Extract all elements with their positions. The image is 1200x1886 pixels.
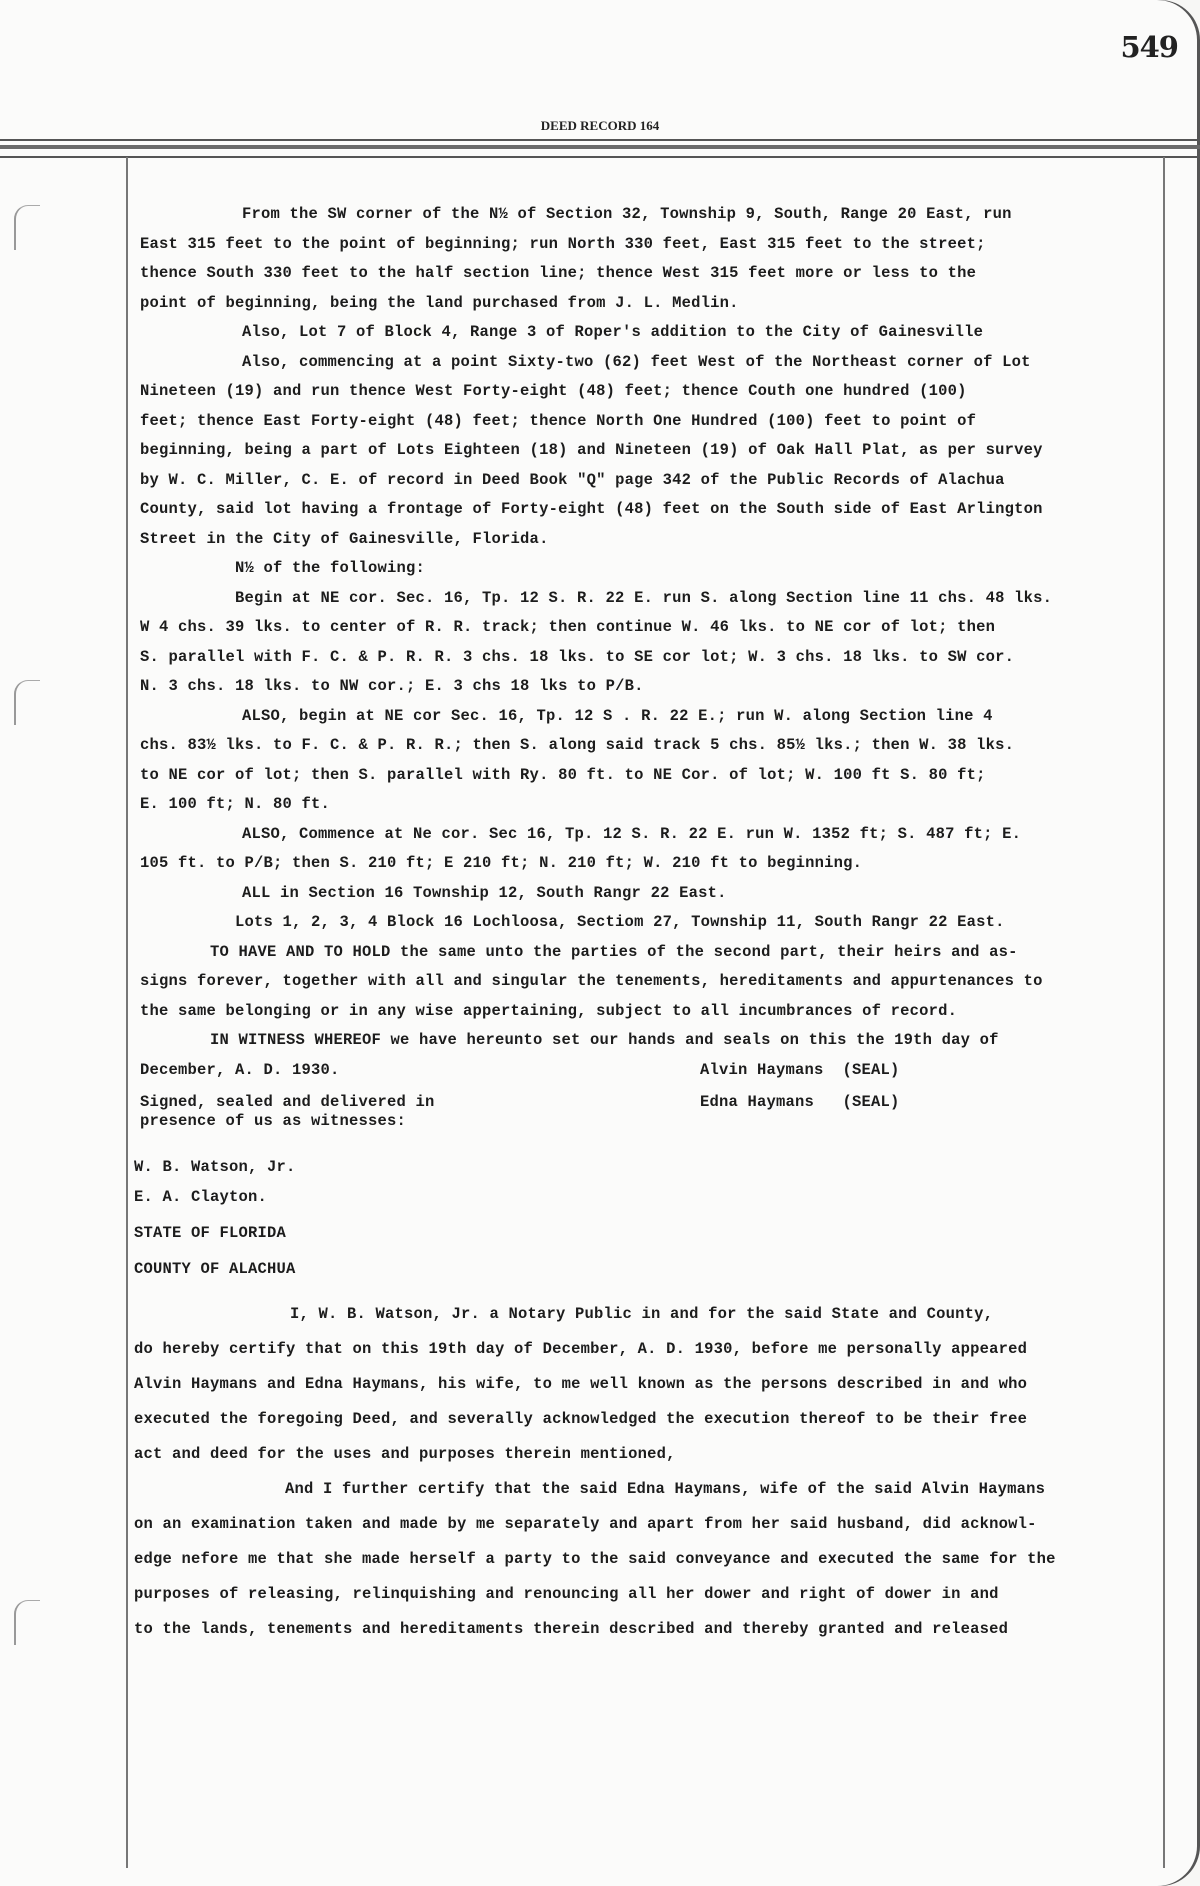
header-rule <box>0 156 1200 158</box>
text-line: I, W. B. Watson, Jr. a Notary Public in and for the said State and County, <box>290 1304 994 1323</box>
text-line: to NE cor of lot; then S. parallel with Ry. 80 ft. to NE Cor. of lot; W. 100 ft S. 80 ft; <box>140 765 986 784</box>
text-line: From the SW corner of the N½ of Section 32, Township 9, South, Range 20 East, run <box>242 205 1012 223</box>
header-rule <box>0 139 1200 141</box>
left-margin-line <box>126 157 128 1868</box>
text-line: thence South 330 feet to the half section line; thence West 315 feet more or less to the <box>140 264 977 282</box>
text-line: signs forever, together with all and singular the tenements, hereditaments and appurtenances to <box>140 972 1043 990</box>
text-line: point of beginning, being the land purchased from J. L. Medlin. <box>140 293 739 312</box>
text-line: executed the foregoing Deed, and severally acknowledged the execution thereof to be their free <box>134 1409 1028 1428</box>
text-line: ALSO, Commence at Ne cor. Sec 16, Tp. 12 S. R. 22 E. run W. 1352 ft; S. 487 ft; E. <box>242 824 1022 843</box>
text-line: Nineteen (19) and run thence West Forty-eight (48) feet; thence Couth one hundred (100) <box>140 382 967 400</box>
book-header: DEED RECORD 164 <box>540 118 660 133</box>
text-line: feet; thence East Forty-eight (48) feet; thence North One Hundred (100) feet to point of <box>140 411 977 430</box>
text-line: Also, commencing at a point Sixty-two (62) feet West of the Northeast corner of Lot <box>242 352 1031 371</box>
text-line: IN WITNESS WHEREOF we have hereunto set our hands and seals on this the 19th day of <box>210 1031 999 1049</box>
text-line: E. 100 ft; N. 80 ft. <box>140 795 331 813</box>
text-line: Begin at NE cor. Sec. 16, Tp. 12 S. R. 22 E. run S. along Section line 11 chs. 48 lks. <box>235 588 1053 607</box>
binder-hole-icon <box>14 1600 40 1645</box>
witness-intro: Signed, sealed and delivered in <box>140 1093 435 1111</box>
text-line: on an examination taken and made by me separately and apart from her said husband, did acknowl- <box>134 1514 1037 1533</box>
text-line: And I further certify that the said Edna Haymans, wife of the said Alvin Haymans <box>285 1479 1046 1498</box>
witness-name: E. A. Clayton. <box>134 1187 268 1206</box>
text-line: act and deed for the uses and purposes therein mentioned, <box>134 1444 676 1463</box>
venue-state: STATE OF FLORIDA <box>134 1223 287 1242</box>
binder-hole-icon <box>14 205 40 250</box>
header-rule-thick <box>0 145 1200 149</box>
text-line: ALSO, begin at NE cor Sec. 16, Tp. 12 S . R. 22 E.; run W. along Section line 4 <box>242 706 993 725</box>
witness-intro: presence of us as witnesses: <box>140 1112 407 1130</box>
text-line: County, said lot having a frontage of Forty-eight (48) feet on the South side of East Arlington <box>140 500 1043 518</box>
witness-intro-block <box>140 1085 1160 1153</box>
text-line: ALL in Section 16 Township 12, South Rangr 22 East. <box>242 883 727 902</box>
signature-edna <box>700 1093 900 1112</box>
text-line <box>140 1056 1160 1086</box>
text-line: edge nefore me that she made herself a party to the said conveyance and executed the same for the <box>134 1549 1056 1568</box>
signer-name: Alvin Haymans <box>700 1060 824 1079</box>
text-line: do hereby certify that on this 19th day of December, A. D. 1930, before me personally appeared <box>134 1339 1028 1358</box>
text-line: purposes of releasing, relinquishing and renouncing all her dower and right of dower in and <box>134 1584 999 1603</box>
text-line: N. 3 chs. 18 lks. to NW cor.; E. 3 chs 18 lks to P/B. <box>140 677 644 695</box>
text-line: beginning, being a part of Lots Eighteen (18) and Nineteen (19) of Oak Hall Plat, as per survey <box>140 441 1043 459</box>
venue-county: COUNTY OF ALACHUA <box>134 1259 296 1278</box>
signature-alvin <box>700 1056 900 1086</box>
text-line: W 4 chs. 39 lks. to center of R. R. track; then continue W. 46 lks. to NE cor of lot; then <box>140 618 996 636</box>
text-line: Street in the City of Gainesville, Florida. <box>140 529 549 548</box>
text-line: the same belonging or in any wise appertaining, subject to all incumbrances of record. <box>140 1001 958 1020</box>
signer-name: Edna Haymans <box>700 1093 815 1111</box>
seal-label: (SEAL) <box>842 1060 900 1079</box>
text-line: to the lands, tenements and hereditaments therein described and thereby granted and released <box>134 1619 1009 1638</box>
binder-hole-icon <box>14 680 40 725</box>
text-line: Lots 1, 2, 3, 4 Block 16 Lochloosa, Sectiom 27, Township 11, South Rangr 22 East. <box>235 913 1005 931</box>
witness-name: W. B. Watson, Jr. <box>134 1158 296 1176</box>
page-number: 549 <box>1120 30 1178 64</box>
text-line: Alvin Haymans and Edna Haymans, his wife, to me well known as the persons described in and who <box>134 1374 1028 1393</box>
text-line: Also, Lot 7 of Block 4, Range 3 of Roper's addition to the City of Gainesville <box>242 323 984 341</box>
text-line: by W. C. Miller, C. E. of record in Deed Book "Q" page 342 of the Public Records of Alachua <box>140 470 1005 489</box>
text-line: TO HAVE AND TO HOLD the same unto the parties of the second part, their heirs and as- <box>210 942 1018 961</box>
execution-date: December, A. D. 1930. <box>140 1060 340 1079</box>
seal-label: (SEAL) <box>842 1093 900 1111</box>
text-line: S. parallel with F. C. & P. R. R. 3 chs. 18 lks. to SE cor lot; W. 3 chs. 18 lks. to SW cor. <box>140 647 1015 666</box>
text-line: N½ of the following: <box>235 559 426 577</box>
text-line: 105 ft. to P/B; then S. 210 ft; E 210 ft; N. 210 ft; W. 210 ft to beginning. <box>140 854 863 872</box>
deed-body <box>134 200 1160 1647</box>
text-line: East 315 feet to the point of beginning; run North 330 feet, East 315 feet to the street; <box>140 234 986 253</box>
text-line: chs. 83½ lks. to F. C. & P. R. R.; then S. along said track 5 chs. 85½ lks.; then W. 38 lks. <box>140 736 1015 754</box>
right-margin-line <box>1163 157 1165 1868</box>
